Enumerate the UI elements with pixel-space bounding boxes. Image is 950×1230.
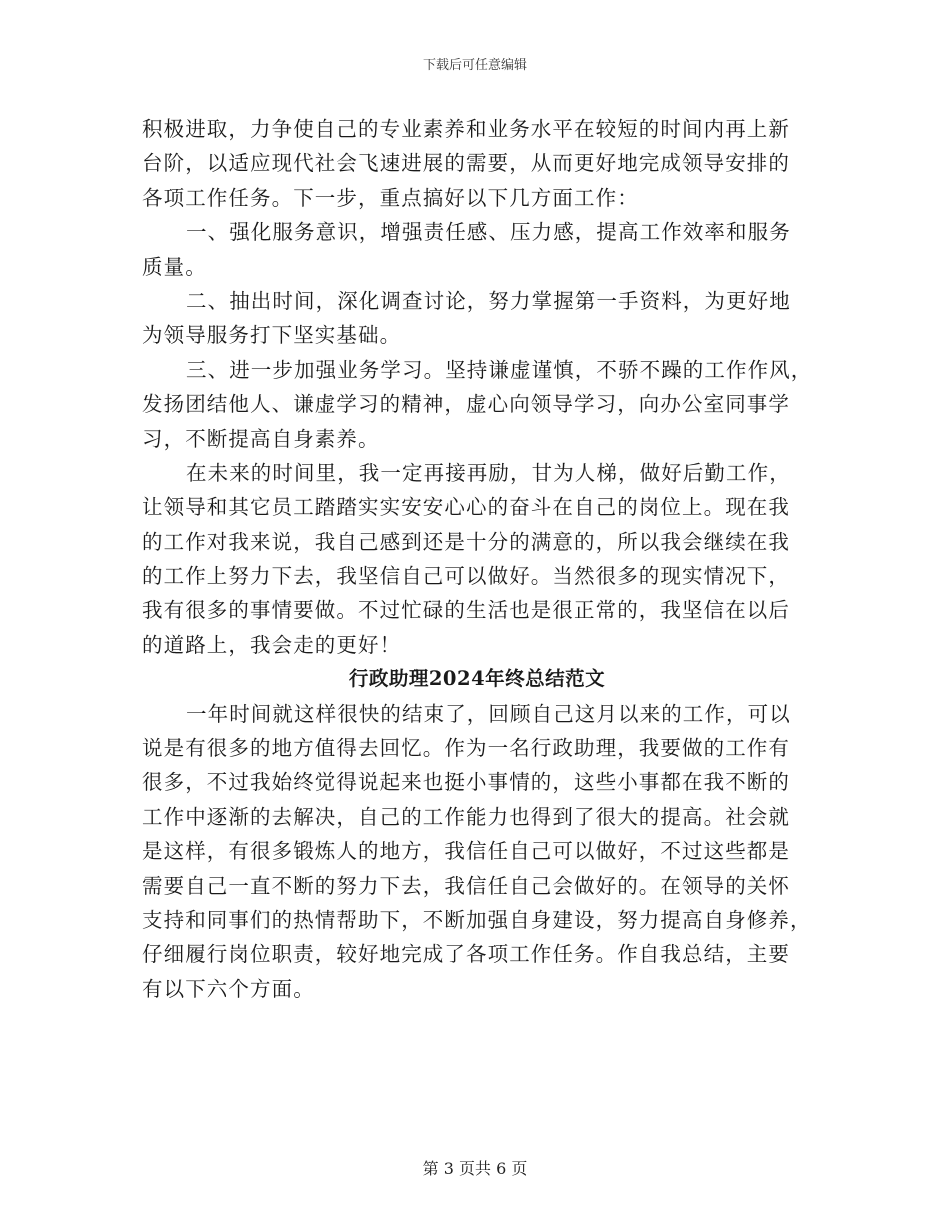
paragraph bbox=[142, 284, 812, 353]
text-line: 的工作上努力下去，我坚信自己可以做好。当然很多的现实情况下， bbox=[142, 564, 790, 589]
text-line: 工作中逐渐的去解决，自己的工作能力也得到了很大的提高。社会就 bbox=[142, 804, 790, 829]
text-line: 我有很多的事情要做。不过忙碌的生活也是很正常的，我坚信在以后 bbox=[142, 598, 790, 623]
section-title: 行政助理2024年终总结范文 bbox=[348, 667, 606, 691]
document-body bbox=[142, 112, 812, 1006]
text-line: 需要自己一直不断的努力下去，我信任自己会做好的。在领导的关怀 bbox=[142, 873, 790, 898]
text-line: 积极进取，力争使自己的专业素养和业务水平在较短的时间内再上新 bbox=[142, 117, 790, 141]
text-line: 发扬团结他人、谦虚学习的精神，虚心向领导学习，向办公室同事学 bbox=[142, 392, 790, 417]
text-line: 在未来的时间里，我一定再接再励，甘为人梯，做好后勤工作， bbox=[186, 460, 791, 485]
text-line: 仔细履行岗位职责，较好地完成了各项工作任务。作自我总结，主要 bbox=[142, 942, 790, 967]
text-line: 的工作对我来说，我自己感到还是十分的满意的，所以我会继续在我 bbox=[142, 529, 790, 554]
page-header: 下载后可任意编辑 bbox=[422, 58, 527, 73]
text-line: 是这样，有很多锻炼人的地方，我信任自己可以做好，不过这些都是 bbox=[142, 839, 790, 864]
text-line: 一年时间就这样很快的结束了，回顾自己这月以来的工作，可以 bbox=[186, 701, 791, 726]
text-line: 有以下六个方面。 bbox=[142, 976, 315, 1001]
text-line: 质量。 bbox=[142, 254, 207, 279]
paragraph bbox=[142, 215, 812, 284]
paragraph bbox=[142, 112, 812, 215]
text-line: 习，不断提高自身素养。 bbox=[142, 426, 380, 451]
text-line: 为领导服务打下坚实基础。 bbox=[142, 323, 402, 348]
text-line: 说是有很多的地方值得去回忆。作为一名行政助理，我要做的工作有 bbox=[142, 736, 790, 761]
paragraph bbox=[142, 456, 812, 662]
text-line: 各项工作任务。下一步，重点搞好以下几方面工作： bbox=[142, 185, 639, 210]
text-line: 很多，不过我始终觉得说起来也挺小事情的，这些小事都在我不断的 bbox=[142, 770, 790, 795]
text-line: 三、进一步加强业务学习。坚持谦虚谨慎，不骄不躁的工作作风， bbox=[186, 357, 813, 382]
text-line: 一、强化服务意识，增强责任感、压力感，提高工作效率和服务 bbox=[186, 220, 791, 245]
text-line: 台阶，以适应现代社会飞速进展的需要，从而更好地完成领导安排的 bbox=[142, 151, 790, 176]
text-line: 让领导和其它员工踏踏实实安安心心的奋斗在自己的岗位上。现在我 bbox=[142, 495, 790, 520]
text-line: 的道路上，我会走的更好！ bbox=[142, 632, 402, 657]
text-line: 支持和同事们的热情帮助下，不断加强自身建设，努力提高自身修养， bbox=[142, 907, 812, 932]
page-footer: 第 3 页共 6 页 bbox=[422, 1159, 528, 1178]
paragraph bbox=[142, 353, 812, 456]
paragraph bbox=[142, 697, 812, 1007]
text-line: 二、抽出时间，深化调查讨论，努力掌握第一手资料，为更好地 bbox=[186, 288, 791, 313]
